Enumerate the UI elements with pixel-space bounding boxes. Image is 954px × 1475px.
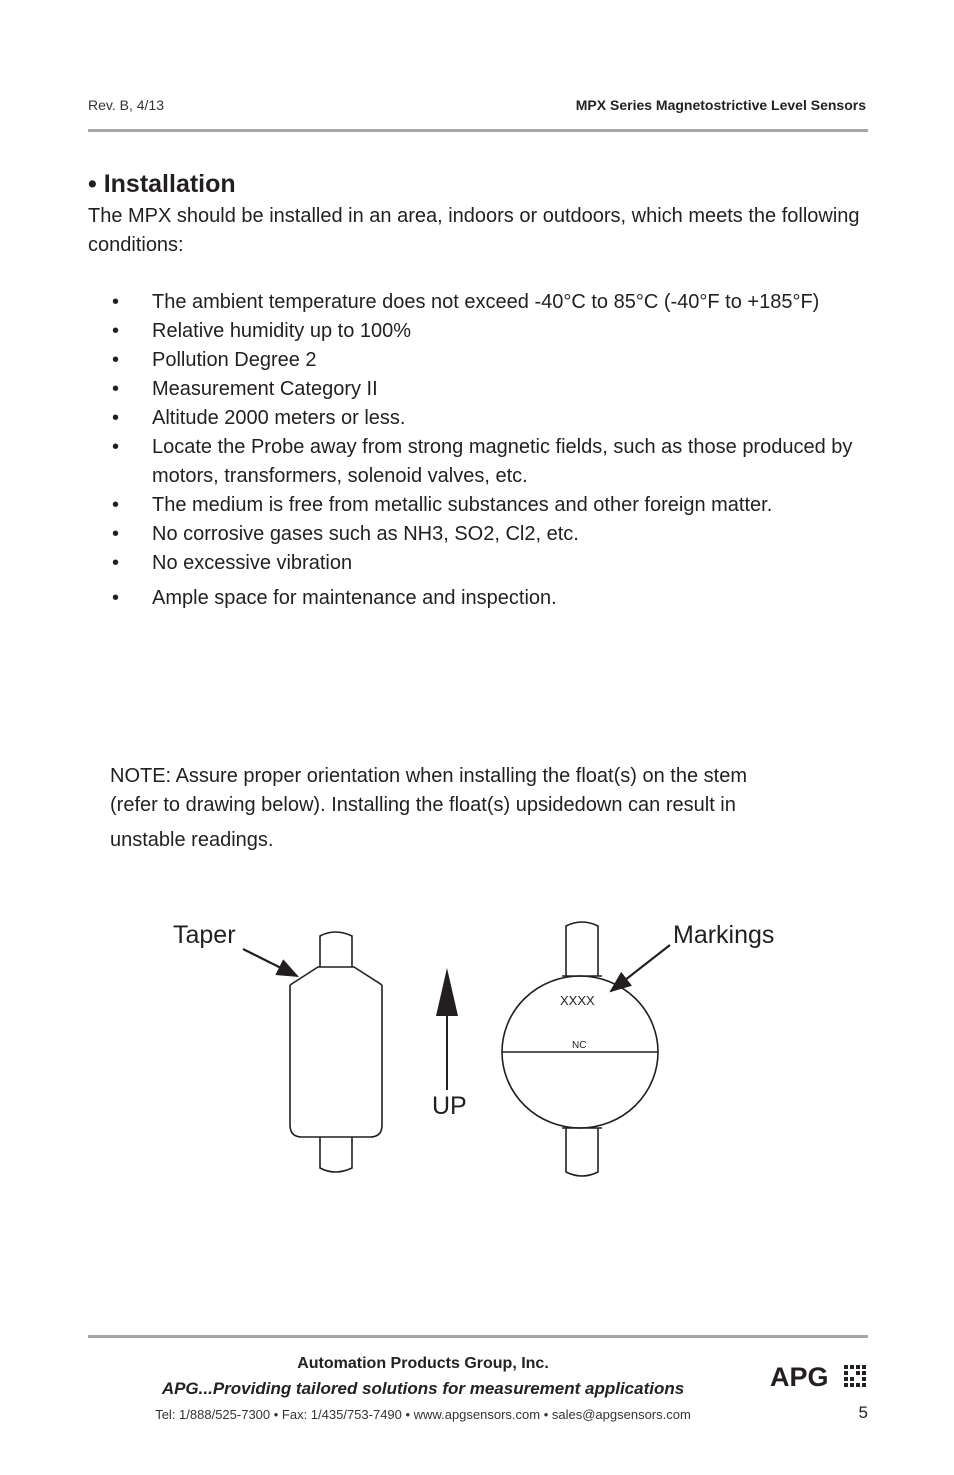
list-item: • No corrosive gases such as NH3, SO2, Cl2, etc. xyxy=(112,520,872,549)
list-item: • The medium is free from metallic substances and other foreign matter. xyxy=(112,491,872,520)
page-number: 5 xyxy=(858,1403,868,1422)
footer-contact: Tel: 1/888/525-7300 • Fax: 1/435/753-7490 • www.apgsensors.com • sales@apgsensors.com xyxy=(155,1407,691,1422)
marking-code: XXXX xyxy=(560,993,595,1008)
list-item: • Pollution Degree 2 xyxy=(112,346,872,375)
list-item: • The ambient temperature does not exceed -40°C to 85°C (-40°F to +185°F) xyxy=(112,288,872,317)
note-line-2: (refer to drawing below). Installing the float(s) upsidedown can result in xyxy=(110,794,736,816)
apg-logo xyxy=(770,1360,868,1390)
note-line-1: NOTE: Assure proper orientation when installing the float(s) on the stem xyxy=(110,765,747,787)
header-title: MPX Series Magnetostrictive Level Sensors xyxy=(575,97,866,113)
footer-company: Automation Products Group, Inc. xyxy=(297,1355,549,1372)
markings-label: Markings xyxy=(673,921,775,949)
footer-divider xyxy=(88,1335,868,1338)
taper-arrow xyxy=(243,949,297,976)
section-intro: The MPX should be installed in an area, indoors or outdoors, which meets the following conditions: xyxy=(88,205,860,256)
list-item: • Ample space for maintenance and inspection. xyxy=(112,584,872,613)
list-item: • No excessive vibration xyxy=(112,549,872,578)
markings-arrow xyxy=(611,945,670,991)
up-arrow-icon xyxy=(436,968,458,1016)
list-item: • Measurement Category II xyxy=(112,375,872,404)
taper-label: Taper xyxy=(173,921,236,949)
list-item: • Relative humidity up to 100% xyxy=(112,317,872,346)
cylindrical-float-drawing xyxy=(290,932,382,1172)
header-revision: Rev. B, 4/13 xyxy=(88,97,165,113)
list-item: • Locate the Probe away from strong magnetic fields, such as those produced by motors, transformers, solenoid valves, etc. xyxy=(112,433,872,491)
list-item: • Altitude 2000 meters or less. xyxy=(112,404,872,433)
nc-marking: NC xyxy=(572,1040,587,1051)
logo-grid-icon xyxy=(844,1365,866,1387)
section-title: • Installation xyxy=(88,170,236,198)
note-line-3: unstable readings. xyxy=(110,829,274,851)
logo-text: APG xyxy=(770,1362,829,1390)
up-label: UP xyxy=(432,1092,467,1120)
footer-tagline: APG...Providing tailored solutions for measurement applications xyxy=(161,1379,685,1398)
